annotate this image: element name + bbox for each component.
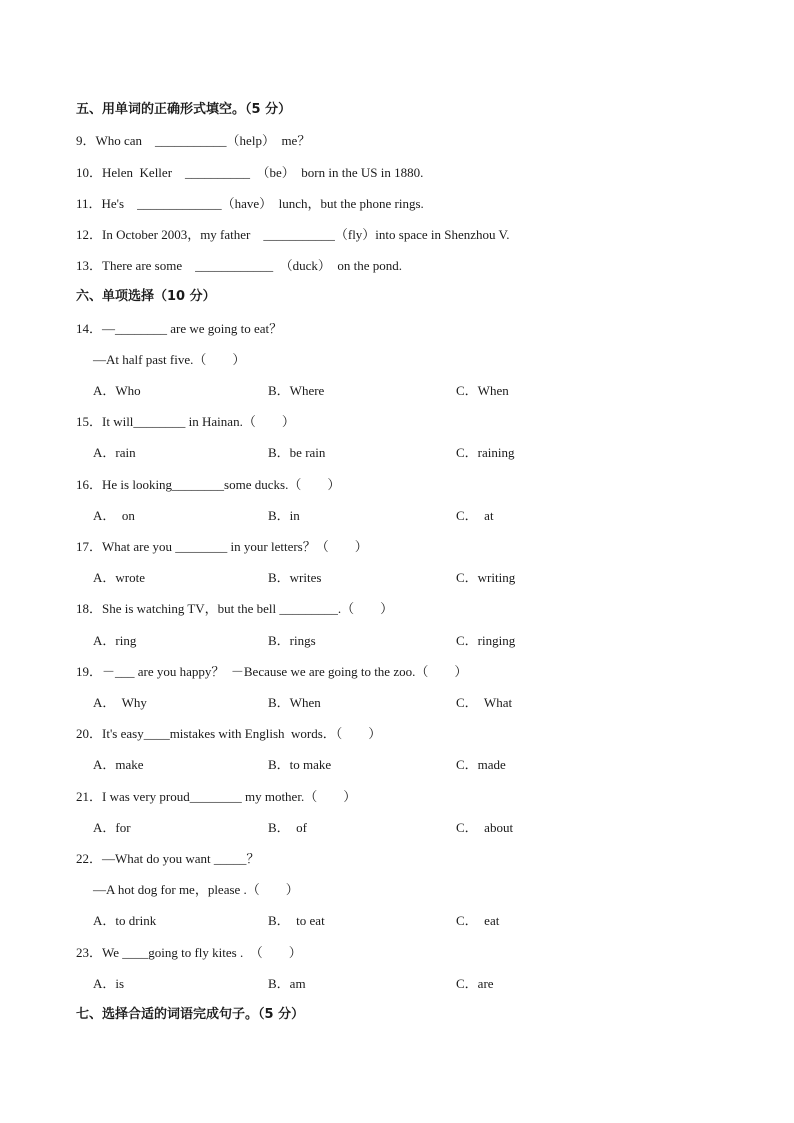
question-14-reply: —At half past five.（ ） xyxy=(93,352,246,367)
question-17-option-a: A．wrote xyxy=(93,570,145,585)
question-20-option-c: C．made xyxy=(456,757,506,772)
question-12: 12．In October 2003，my father ___________（fly）into space in Shenzhou V. xyxy=(76,227,510,242)
question-20-option-b: B．to make xyxy=(268,757,332,772)
question-22-option-b: B． to eat xyxy=(268,913,325,928)
question-22-reply: —A hot dog for me，please .（ ） xyxy=(93,882,299,897)
question-15-option-b: B．be rain xyxy=(268,445,326,460)
question-22-option-c: C． eat xyxy=(456,913,500,928)
question-15-stem: 15．It will________ in Hainan.（ ） xyxy=(76,414,295,429)
question-15-option-c: C．raining xyxy=(456,445,515,460)
question-19-option-b: B．When xyxy=(268,695,321,710)
question-9: 9．Who can ___________（help） me？ xyxy=(76,133,311,148)
question-14-stem: 14．—________ are we going to eat？ xyxy=(76,321,283,336)
question-16-option-c: C． at xyxy=(456,508,494,523)
question-19-stem: 19．－___ are you happy？ －Because we are going to the zoo.（ ） xyxy=(76,664,468,679)
question-23-option-a: A．is xyxy=(93,976,125,991)
question-18-stem: 18．She is watching TV，but the bell _________.（ ） xyxy=(76,601,394,616)
question-23-option-c: C．are xyxy=(456,976,494,991)
question-17-option-c: C．writing xyxy=(456,570,516,585)
question-18-option-c: C．ringing xyxy=(456,633,516,648)
question-19-option-c: C． What xyxy=(456,695,513,710)
question-15-option-a: A．rain xyxy=(93,445,136,460)
question-11: 11．He's _____________（have） lunch，but the phone rings. xyxy=(76,196,424,211)
question-22-stem: 22．—What do you want _____？ xyxy=(76,851,260,866)
question-21-option-c: C． about xyxy=(456,820,514,835)
section-5-heading: 五、用单词的正确形式填空。（5 分） xyxy=(76,102,292,117)
question-20-option-a: A．make xyxy=(93,757,144,772)
section-6-heading: 六、单项选择（10 分） xyxy=(76,289,216,304)
question-16-option-b: B．in xyxy=(268,508,300,523)
question-22-option-a: A．to drink xyxy=(93,913,157,928)
question-21-stem: 21．I was very proud________ my mother.（ ） xyxy=(76,789,357,804)
question-23-option-b: B．am xyxy=(268,976,306,991)
question-19-option-a: A． Why xyxy=(93,695,147,710)
question-17-option-b: B．writes xyxy=(268,570,322,585)
question-23-stem: 23．We ____going to fly kites . （ ） xyxy=(76,945,302,960)
question-10: 10．Helen Keller __________ （be） born in the US in 1880. xyxy=(76,165,424,180)
question-18-option-b: B．rings xyxy=(268,633,316,648)
question-16-option-a: A． on xyxy=(93,508,135,523)
question-20-stem: 20．It's easy____mistakes with English words．（ ） xyxy=(76,726,382,741)
question-21-option-b: B． of xyxy=(268,820,308,835)
question-18-option-a: A．ring xyxy=(93,633,137,648)
question-16-stem: 16．He is looking________some ducks.（ ） xyxy=(76,477,341,492)
question-14-option-c: C．When xyxy=(456,383,509,398)
question-21-option-a: A．for xyxy=(93,820,131,835)
question-17-stem: 17．What are you ________ in your letters？（ ） xyxy=(76,539,368,554)
section-7-heading: 七、选择合适的词语完成句子。（5 分） xyxy=(76,1007,305,1022)
question-14-option-a: A．Who xyxy=(93,383,141,398)
question-14-option-b: B．Where xyxy=(268,383,325,398)
question-13: 13．There are some ____________ （duck） on the pond. xyxy=(76,258,403,273)
